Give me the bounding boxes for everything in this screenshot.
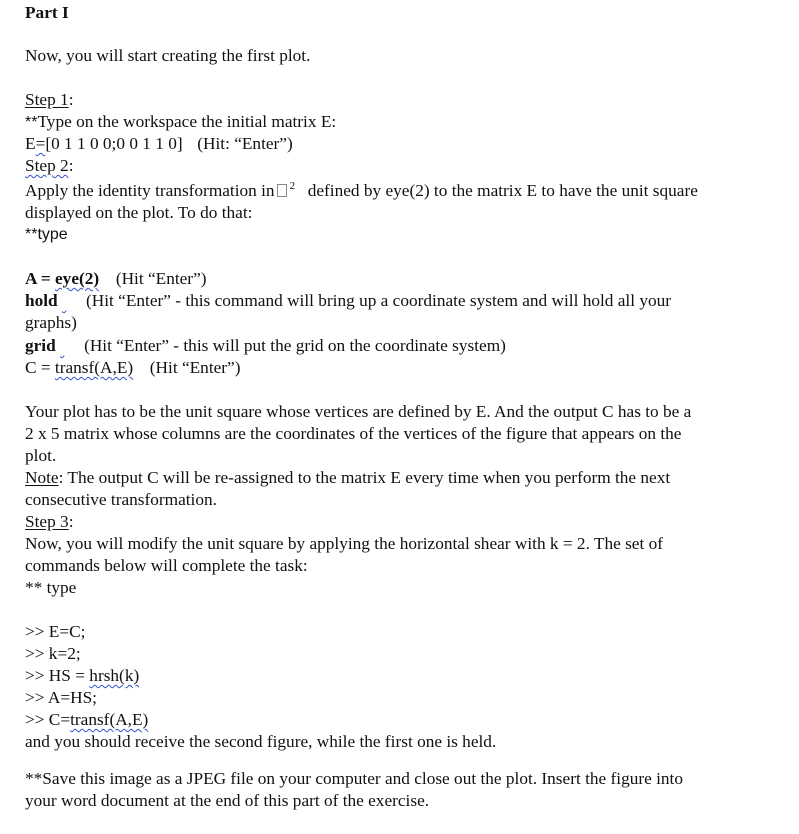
- step3-cmd3-a: >> HS =: [25, 666, 90, 685]
- step3-cmd1: >> E=C;: [25, 622, 86, 641]
- step1-heading: [25, 89, 74, 111]
- step2-hold-line2: graphs): [25, 313, 77, 332]
- step2-grid-line: [25, 335, 506, 357]
- hold-description: (Hit “Enter” - this command will bring up a coordinate system and will hold all your: [86, 291, 672, 310]
- step3-cmd5: [25, 709, 148, 731]
- step2-cmd1-a: A =: [25, 269, 56, 288]
- step2-heading: [25, 155, 74, 177]
- step3-after: and you should receive the second figure, while the first one is held.: [25, 732, 497, 751]
- save-line1: **Save this image as a JPEG file on your computer and close out the plot. Insert the figure into: [25, 769, 683, 788]
- step2-c-hit: (Hit “Enter”): [149, 358, 241, 377]
- grid-description: (Hit “Enter” - this will put the grid on the coordinate system): [84, 336, 506, 355]
- result-line2: 2 x 5 matrix whose columns are the coordinates of the vertices of the figure that appears on the: [25, 424, 682, 443]
- step2-apply-a: Apply the identity transformation in: [25, 181, 275, 200]
- hold-command: hold: [25, 291, 58, 310]
- step1-hit: (Hit: “Enter”): [197, 134, 293, 153]
- step3-colon: :: [68, 512, 74, 531]
- step3-line1: Now, you will modify the unit square by applying the horizontal shear with k = 2. The set of: [25, 534, 663, 553]
- step1-cmd-eq: =: [35, 134, 46, 153]
- step1-label: Step 1: [25, 90, 69, 109]
- step1-colon: :: [68, 90, 74, 109]
- step1-instruction-text: Type on the workspace the initial matrix E:: [37, 112, 337, 131]
- step3-label: Step 3: [25, 512, 69, 531]
- step3-cmd5-b: transf(A,E): [70, 710, 149, 729]
- note-text: : The output C will be re-assigned to the matrix E every time when you perform the next: [58, 468, 671, 487]
- grid-command: grid: [25, 336, 56, 355]
- step3-cmd3: [25, 665, 139, 687]
- part-heading: Part I: [25, 3, 69, 22]
- step2-label: Step 2: [25, 156, 69, 175]
- missing-glyph-icon: [277, 184, 287, 197]
- note-label: Note: [25, 468, 59, 487]
- step3-cmd2: >> k=2;: [25, 644, 81, 663]
- step2-apply-line2: displayed on the plot. To do that:: [25, 203, 253, 222]
- step2-type: **type: [25, 226, 68, 243]
- step3-line2: commands below will complete the task:: [25, 556, 308, 575]
- step3-cmd5-a: >> C=: [25, 710, 71, 729]
- step1-instruction: [25, 111, 336, 134]
- step3-heading: [25, 511, 74, 533]
- step2-c-line: [25, 357, 240, 379]
- step3-cmd3-b: hrsh(k): [89, 666, 140, 685]
- step2-superscript: 2: [289, 180, 296, 192]
- note-line1: [25, 467, 670, 489]
- step1-cmd-rest: [0 1 1 0 0;0 0 1 1 0]: [45, 134, 183, 153]
- step1-stars: **: [25, 114, 38, 131]
- step2-c-b: transf(A,E): [54, 358, 134, 377]
- result-line3: plot.: [25, 446, 57, 465]
- save-line2: your word document at the end of this part of the exercise.: [25, 791, 430, 810]
- step2-cmd1: [25, 268, 207, 290]
- result-line1: Your plot has to be the unit square whose vertices are defined by E. And the output C has to be a: [25, 402, 692, 421]
- note-line2: consecutive transformation.: [25, 490, 217, 509]
- intro-text: Now, you will start creating the first plot.: [25, 46, 311, 65]
- step3-type: ** type: [25, 578, 77, 597]
- step2-cmd1-hit: (Hit “Enter”): [115, 269, 207, 288]
- step2-apply-b: defined by eye(2) to the matrix E to have the unit square: [307, 181, 698, 200]
- step2-apply-line1: [25, 180, 698, 202]
- step1-cmd-prefix: E: [25, 134, 36, 153]
- step2-hold-line: [25, 290, 671, 312]
- step1-command: [25, 133, 293, 155]
- step2-cmd1-b: eye(2): [55, 269, 100, 288]
- step2-c-a: C =: [25, 358, 55, 377]
- step3-cmd4: >> A=HS;: [25, 688, 97, 707]
- step2-colon: :: [68, 156, 74, 175]
